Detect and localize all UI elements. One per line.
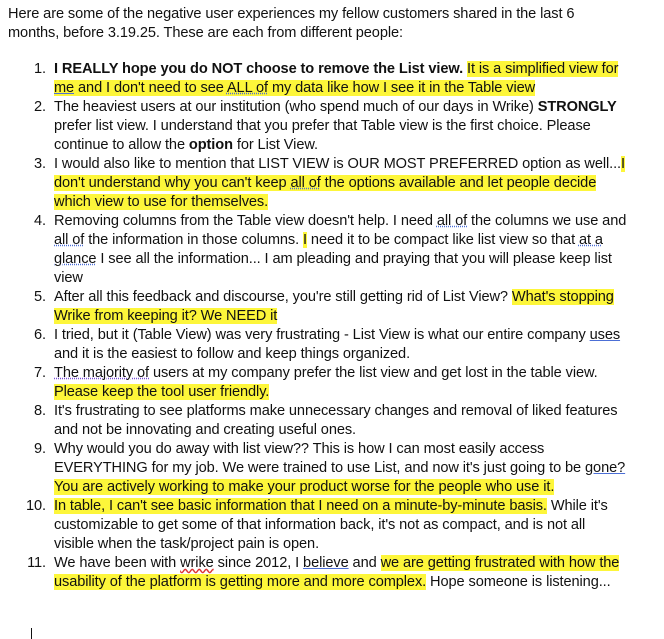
- text-run: I tried, but it (Table View) was very frustrating - List View is what our entire company: [54, 327, 590, 343]
- list-number-text: 11.: [27, 555, 46, 571]
- text-run: It's frustrating to see platforms make unnecessary changes and removal of liked features and not be innovating and creating useful ones.: [54, 403, 618, 438]
- highlight: [54, 80, 74, 96]
- text-run: prefer list view. I understand that you prefer that Table view is the first choice. Please continue to allow the: [54, 118, 591, 153]
- highlighted-text: all of: [290, 175, 321, 191]
- text-run: and: [348, 555, 381, 571]
- text-run: I would also like to mention that LIST VIEW is OUR MOST PREFERRED option as well...: [54, 156, 622, 172]
- list-item-text: [54, 155, 627, 212]
- list-number-text: 1.: [34, 61, 46, 77]
- text-run: Hope someone is listening...: [426, 574, 611, 590]
- text-cursor: [31, 628, 32, 639]
- list-item-text: [54, 554, 627, 592]
- text-run: all of: [54, 232, 85, 248]
- text-run: The heaviest users at our institution (who spend much of our days in Wrike): [54, 99, 538, 115]
- list-item-number: [8, 288, 54, 307]
- list-item: [8, 402, 658, 440]
- list-item-number: [8, 402, 54, 421]
- list-item-number: [8, 155, 54, 174]
- text-run: for List View.: [232, 137, 318, 153]
- list-item: [8, 364, 658, 402]
- highlight: [54, 498, 547, 514]
- highlighted-text: we are getting frustrated with how the usability of the platform is getting more and more complex.: [54, 555, 620, 590]
- text-run: believe: [303, 555, 349, 571]
- text-run: We have been with: [54, 555, 181, 571]
- list-item-number: [8, 497, 54, 516]
- list-item: [8, 155, 658, 212]
- text-run: all of: [436, 213, 468, 229]
- text-run: the information in those columns.: [84, 232, 303, 248]
- text-run: While it's customizable to get some of that information back, it's not as compact, and is not all visible when the task/project pain is open.: [54, 498, 608, 552]
- list-item-text: [54, 98, 627, 155]
- text-run: and it is the easiest to follow and keep things organized.: [54, 346, 411, 362]
- highlight: [74, 80, 227, 96]
- text-run: Why would you do away with list view?? This is how I can most easily access EVERYTHING for my job. We were trained to use List, and now it's just going to be: [54, 441, 586, 476]
- list-number-text: 8.: [34, 403, 46, 419]
- intro-paragraph: Here are some of the negative user experiences my fellow customers shared in the last 6 months, before 3.19.25. These are each from different people:: [8, 6, 575, 41]
- highlight: [54, 479, 554, 495]
- text-run: the columns we use and: [467, 213, 627, 229]
- list-item-text: [54, 497, 627, 554]
- list-item-text: [54, 364, 627, 402]
- list-item-text: [54, 402, 627, 440]
- highlight: [467, 61, 618, 77]
- highlighted-text: In table, I can't see basic information that I need on a minute-by-minute basis.: [54, 498, 547, 514]
- list-number-text: 3.: [34, 156, 46, 172]
- highlighted-text: I: [303, 232, 307, 248]
- list-number-text: 4.: [34, 213, 46, 229]
- text-run: need it to be compact like list view so that: [306, 232, 579, 248]
- text-run: since 2012, I: [213, 555, 304, 571]
- list-item: [8, 440, 658, 497]
- text-run: at a glance: [54, 232, 603, 267]
- highlighted-text: and I don't need to see: [74, 80, 227, 96]
- list-item-number: [8, 60, 54, 79]
- list-number-text: 9.: [34, 441, 46, 457]
- list-item: [8, 212, 658, 288]
- list-number-text: 5.: [34, 289, 46, 305]
- list-item-text: [54, 60, 627, 98]
- text-run: uses: [589, 327, 621, 343]
- list-item: [8, 60, 658, 98]
- list-number-text: 6.: [34, 327, 46, 343]
- highlight: [268, 80, 535, 96]
- text-run: Removing columns from the Table view doesn't help. I need: [54, 213, 437, 229]
- document: [8, 5, 658, 592]
- list-item: [8, 288, 658, 326]
- list-item-text: [54, 212, 627, 288]
- bold-text: STRONGLY: [537, 99, 617, 115]
- highlighted-text: It is a simplified view for: [467, 61, 619, 77]
- list-item: [8, 497, 658, 554]
- text-run: wrike: [180, 555, 214, 571]
- list-item-number: [8, 212, 54, 231]
- list-item-text: [54, 440, 627, 497]
- list-item-text: [54, 326, 627, 364]
- list-item: [8, 98, 658, 155]
- text-run: users at my company prefer the list view and get lost in the table view.: [149, 365, 598, 381]
- list-number-text: 7.: [34, 365, 46, 381]
- list-item-number: [8, 326, 54, 345]
- highlighted-text: the options available and let people decide which view to use for themselves.: [54, 175, 597, 210]
- list-item-number: [8, 440, 54, 459]
- list-item-number: [8, 98, 54, 117]
- highlighted-text: What's stopping Wrike from keeping it? We NEED it: [54, 289, 614, 324]
- list-item-number: [8, 554, 54, 573]
- highlight: [227, 80, 268, 96]
- text-run: gone?: [585, 460, 626, 476]
- highlight: [54, 384, 269, 400]
- highlighted-text: You are actively working to make your product worse for the people who use it.: [54, 479, 555, 495]
- list-item-number: [8, 364, 54, 383]
- bold-text: option: [188, 137, 233, 153]
- highlighted-text: my data like how I see it in the Table view: [267, 80, 536, 96]
- list-item-text: [54, 288, 627, 326]
- highlighted-text: me: [54, 80, 75, 96]
- list-number-text: 2.: [34, 99, 46, 115]
- feedback-list: [8, 60, 658, 592]
- text-run: The majority of: [54, 365, 150, 381]
- text-run: I see all the information... I am pleading and praying that you will please keep list view: [54, 251, 612, 286]
- list-item: [8, 554, 658, 592]
- highlighted-text: Please keep the tool user friendly.: [54, 384, 270, 400]
- list-item: [8, 326, 658, 364]
- text-run: After all this feedback and discourse, you're still getting rid of List View?: [54, 289, 512, 305]
- list-number-text: 10.: [26, 498, 46, 514]
- highlight: [290, 175, 320, 191]
- bold-text: I REALLY hope you do NOT choose to remove the List view.: [54, 61, 464, 77]
- highlighted-text: ALL of: [226, 80, 268, 96]
- highlighted-text: I don't understand why you can't keep: [54, 156, 625, 191]
